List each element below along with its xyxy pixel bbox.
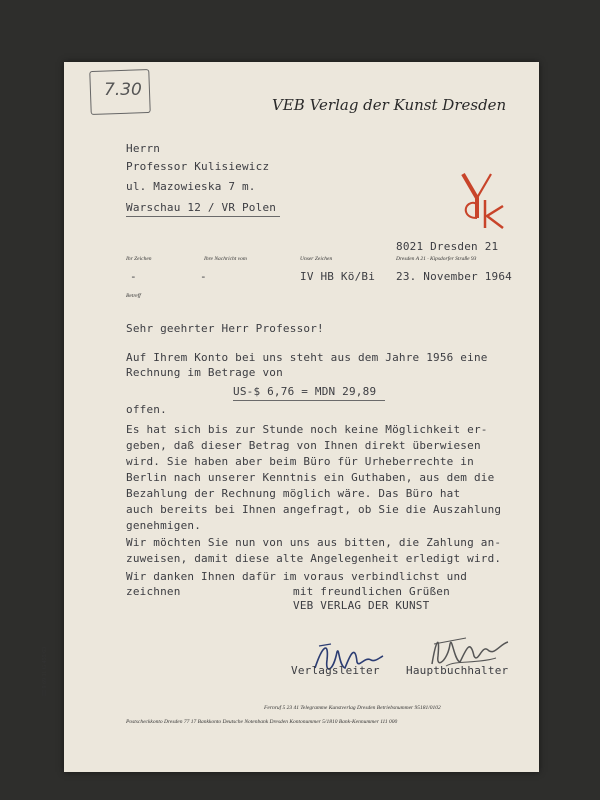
amount: US-$ 6,76 = MDN 29,89 (233, 385, 377, 398)
closing-company: VEB VERLAG DER KUNST (293, 599, 430, 612)
recipient-line-4: Warschau 12 / VR Polen (126, 201, 277, 214)
side-print-code: III 9 69 11 G 455/63 (42, 646, 48, 696)
body-p2-line-1: Es hat sich bis zur Stunde noch keine Möglichkeit er- (126, 423, 488, 436)
signature-title-left: Verlagsleiter (291, 664, 380, 677)
salutation: Sehr geehrter Herr Professor! (126, 322, 324, 335)
body-p2-line-2: geben, daß dieser Betrag von Ihnen direkt überwiesen (126, 439, 481, 452)
pencil-note: 7.30 (104, 80, 142, 100)
body-p1-line-3: offen. (126, 403, 167, 416)
value-ihre-nachricht: - (200, 270, 207, 283)
label-address: Dresden A 21 · Kipsdorfer Straße 93 (396, 256, 477, 262)
body-p1-line-2: Rechnung im Betrage von (126, 366, 283, 379)
value-ihr-zeichen: - (130, 270, 137, 283)
postcode-city: 8021 Dresden 21 (396, 240, 499, 253)
amount-underline (233, 400, 385, 401)
body-p4-line-2: zeichnen (126, 585, 181, 598)
body-p2-line-5: Bezahlung der Rechnung möglich wäre. Das Büro hat (126, 487, 461, 500)
body-p2-line-3: wird. Sie haben aber beim Büro für Urheberrechte in (126, 455, 474, 468)
body-p2-line-6: auch bereits bei Ihnen angefragt, ob Sie die Auszahlung (126, 503, 502, 516)
recipient-line-2: Professor Kulisiewicz (126, 160, 270, 173)
body-p3-line-1: Wir möchten Sie nun von uns aus bitten, die Zahlung an- (126, 536, 502, 549)
body-p1-line-1: Auf Ihrem Konto bei uns steht aus dem Jahre 1956 eine (126, 351, 488, 364)
body-p2-line-4: Berlin nach unserer Kenntnis ein Guthaben, aus dem die (126, 471, 495, 484)
signature-title-right: Hauptbuchhalter (406, 664, 509, 677)
label-ihr-zeichen: Ihr Zeichen (126, 256, 152, 262)
closing-greeting: mit freundlichen Grüßen (293, 585, 450, 598)
footer-line-1: Fernruf 5 23 41 Telegramme Kunstverlag Dresden Betriebsnummer 95181/0102 (264, 705, 441, 711)
letter-date: 23. November 1964 (396, 270, 512, 283)
letter-page (42, 62, 539, 772)
publisher-logo (457, 172, 509, 232)
value-unser-zeichen: IV HB Kö/Bi (300, 270, 376, 283)
body-p2-line-7: genehmigen. (126, 519, 202, 532)
recipient-line-3: ul. Mazowieska 7 m. (126, 180, 256, 193)
label-unser-zeichen: Unser Zeichen (300, 256, 333, 262)
recipient-underline (126, 216, 280, 217)
body-p3-line-2: zuweisen, damit diese alte Angelegenheit erledigt wird. (126, 552, 502, 565)
footer-line-2: Postscheckkonto Dresden 77 17 Bankkonto Deutsche Notenbank Dresden Kontonummer 5/1810 Bank-Kennummer 111 000 (126, 719, 398, 725)
label-ihre-nachricht: Ihre Nachricht vom (204, 256, 247, 262)
recipient-line-1: Herrn (126, 142, 161, 155)
publisher-name: VEB Verlag der Kunst Dresden (272, 96, 507, 114)
label-betreff: Betreff (126, 293, 141, 299)
body-p4-line-1: Wir danken Ihnen dafür im voraus verbindlichst und (126, 570, 468, 583)
